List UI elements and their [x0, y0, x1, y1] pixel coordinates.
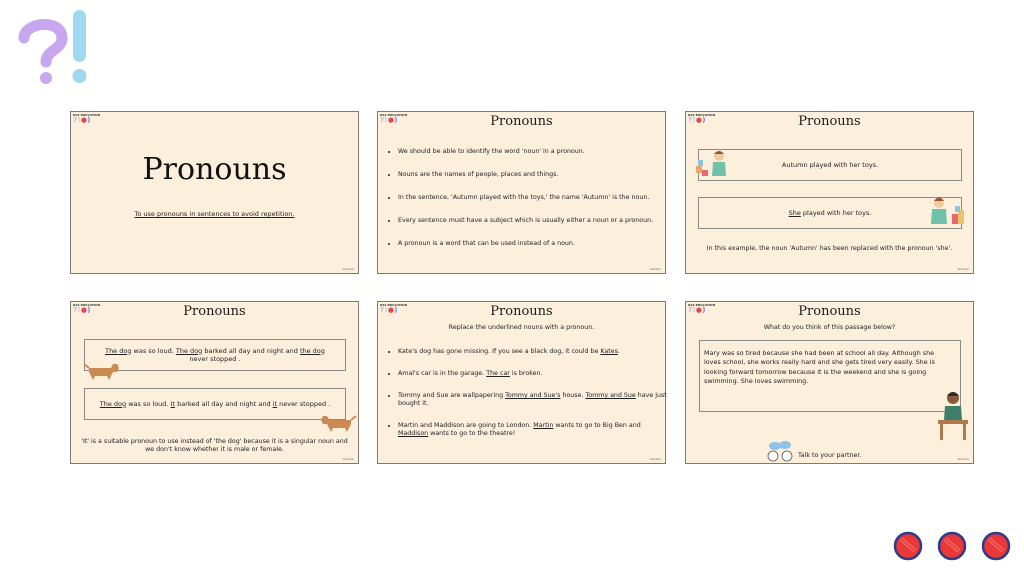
example-box: The dog was so loud. The dog barked all day and night and the dog never stopped .: [84, 339, 346, 371]
footer-mark: ▬▬▬▬: [649, 457, 661, 461]
slide-5-thumbnail[interactable]: [377, 301, 666, 464]
brand-logo: KS2 EDUCATION ?!●): [73, 303, 101, 314]
red-dot-icon: [895, 533, 921, 559]
explanation-text: 'It' is a suitable pronoun to use instead of 'the dog' because it is a singular noun and we don't know whether it is male or female.: [81, 438, 348, 453]
slide-subtitle: To use pronouns in sentences to avoid repetition.: [134, 210, 295, 218]
talk-partner-icon: [766, 440, 794, 464]
explanation-text: In this example, the noun 'Autumn' has been replaced with the pronoun 'she'.: [706, 245, 953, 252]
red-dot-icon: [939, 533, 965, 559]
bullet-list: [384, 148, 668, 248]
footer-mark: ▬▬▬▬: [957, 267, 969, 271]
bullet-item: • In the sentence, 'Autumn played with the toys,' the name 'Autumn' is the noun.: [398, 194, 668, 202]
example-box: Autumn played with her toys.: [698, 149, 962, 181]
child-at-desk-icon: [936, 386, 970, 442]
slide-title: Pronouns: [490, 304, 553, 319]
bullet-item: • A pronoun is a word that can be used instead of a noun.: [398, 240, 668, 248]
slide-3-thumbnail[interactable]: [685, 111, 974, 274]
question-mark-icon: [24, 24, 62, 62]
dog-icon: [83, 358, 123, 382]
footer-mark: ▬▬▬▬: [649, 267, 661, 271]
bullet-item: • Every sentence must have a subject which is usually either a noun or a pronoun.: [398, 217, 668, 225]
dog-icon: [317, 410, 357, 434]
slide-title: Pronouns: [183, 304, 246, 319]
exercise-item: • Kate's dog has gone missing. If you see a black dog, it could be Kates.: [398, 348, 670, 356]
footer-mark: ▬▬▬▬: [342, 457, 354, 461]
slide-title: Pronouns: [490, 114, 553, 129]
slide-2-thumbnail[interactable]: [377, 111, 666, 274]
exercise-item: • Amal's car is in the garage. The car is broken.: [398, 370, 670, 378]
girl-playing-icon: [694, 146, 730, 180]
brand-logo: KS2 EDUCATION ?!●): [380, 303, 408, 314]
slide-6-thumbnail[interactable]: [685, 301, 974, 464]
logo-question-exclamation: [10, 8, 100, 88]
instruction-text: What do you think of this passage below?: [763, 324, 896, 331]
example-box-pronoun: The dog was so loud. It barked all day and night and it never stopped .: [84, 388, 346, 420]
bullet-item: • Nouns are the names of people, places and things.: [398, 171, 668, 179]
slide-title: Pronouns: [142, 152, 287, 187]
talk-partner-text: Talk to your partner.: [798, 452, 862, 459]
exercise-item: • Tommy and Sue are wallpapering Tommy and Sue's house. Tommy and Sue have just bought it.: [398, 392, 670, 408]
brand-logo: KS2 EDUCATION ?!●): [380, 113, 408, 124]
bullet-item: • We should be able to identify the word 'noun' in a pronoun.: [398, 148, 668, 156]
brand-logo: KS2 EDUCATION ?!●): [688, 303, 716, 314]
slide-title: Pronouns: [798, 114, 861, 129]
slide-4-thumbnail[interactable]: [70, 301, 359, 464]
example-box-pronoun: She played with her toys.: [698, 197, 962, 229]
red-dot-icon: [983, 533, 1009, 559]
decorative-dots: [892, 530, 1012, 562]
exercise-list: [384, 348, 670, 438]
brand-logo: KS2 EDUCATION ?!●): [73, 113, 101, 124]
footer-mark: ▬▬▬▬: [957, 457, 969, 461]
girl-playing-icon: [926, 194, 970, 230]
slide-title: Pronouns: [798, 304, 861, 319]
instruction-text: Replace the underlined nouns with a pronoun.: [448, 324, 595, 331]
exclamation-icon: [73, 10, 86, 62]
exercise-item: • Martin and Maddison are going to London. Martin wants to go to Big Ben and Maddison wants to go to the theatre!: [398, 422, 670, 438]
brand-logo: KS2 EDUCATION ?!●): [688, 113, 716, 124]
passage-box: Mary was so tired because she had been at school all day. Although she loves school, she works really hard and she gets tired very easily. She is looking forward tomorrow because it is the weekend and she is going swimming. She loves swimming.: [699, 340, 961, 412]
footer-mark: ▬▬▬▬: [342, 267, 354, 271]
slide-1-thumbnail[interactable]: [70, 111, 359, 274]
